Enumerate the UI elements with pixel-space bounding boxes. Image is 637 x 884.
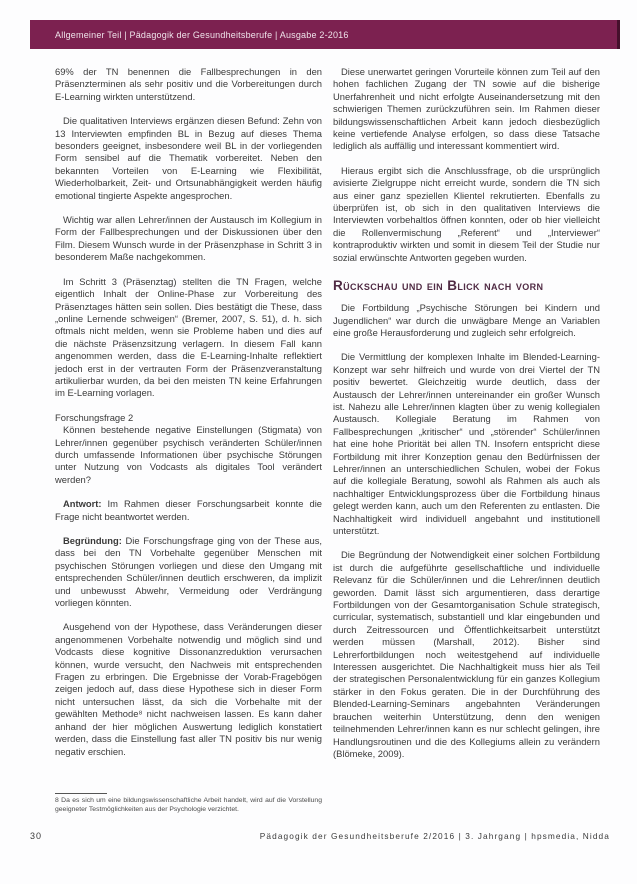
paragraph: Die qualitativen Interviews ergänzen diesen Befund: Zehn von 13 Interviewten empfinden BL in Bezug auf dieses Thema besonders geeignet, insbesondere weil BL in der vorliegenden Form sensibel auf die Thematik vorbereitet. Neben den bekannten Vorteilen von E-Learning wie Flexibilität, Wiederholbarkeit, Zeit- und Ortsunabhängigkeit werden häufig emotional tingierte Aspekte angesprochen. [55,115,322,201]
paragraph: Die Fortbildung „Psychische Störungen bei Kindern und Jugendlichen“ war durch die unwägbare Menge an Variablen eine große Herausforderung und zugleich sehr erfolgreich. [333,302,600,338]
page-number: 30 [30,831,43,841]
paragraph-research-question: Können bestehende negative Einstellungen (Stigmata) von Lehrer/innen gegenüber psychisch veränderten Schüler/innen durch umfassende Informationen über psychische Störungen unter Nutzung von Vodcasts als digitales Tool verändert werden? [55,424,322,485]
left-column [55,66,322,814]
page-footer [30,831,610,841]
antwort-label: Antwort: [63,498,102,510]
antwort-text: Im Rahmen dieser Forschungsarbeit konnte die Frage nicht beantwortet werden. [55,498,322,522]
journal-imprint-line: Pädagogik der Gesundheitsberufe 2/2016 | 3. Jahrgang | hpsmedia, Nidda [259,831,610,841]
footnote [55,793,322,814]
footnote-rule [55,793,107,794]
paragraph: Die Vermittlung der komplexen Inhalte im Blended-Learning-Konzept war sehr hilfreich und wurde von drei Viertel der TN positiv bewertet. Gleichzeitig wurde deutlich, dass der Austausch der Lehrer/innen untereinander ein großer Wunsch ist. Nahezu alle Lehrer/innen klagten über zu wenig kollegialen Austausch. Kollegiale Beratung im Rahmen von Fallbesprechungen „kritischer“ und „störender“ Schüler/innen hat eine hohe Priorität bei allen TN. Insofern entspricht diese Fortbildung mit ihrer Konzeption genau den Bedürfnissen der Lehrer/innen an unterschiedlichen Schulen, wobei der Fokus auf die kollegiale Beratung, sowohl als Rahmen als auch als nachhaltiger Entwicklungsprozess über die Fortbildung hinaus gelegt werden kann, auch um den Referenten zu entlasten. Die Nachhaltigkeit wird individuell angebahnt und institutionell unterstützt. [333,351,600,536]
running-head-text: Allgemeiner Teil | Pädagogik der Gesundheitsberufe | Ausgabe 2-2016 [55,29,349,40]
article-body [55,66,601,814]
paragraph: Ausgehend von der Hypothese, dass Veränderungen dieser angenommenen Vorbehalte notwendig und möglich sind und Vodcasts diese kognitive Dissonanzreduktion verursachen können, wurde versucht, den Nachweis mit entsprechenden Fragen zu erbringen. Die Ergebnisse der Vorab-Fragebögen zeigen jedoch auf, dass diese Hypothese sich in dieser Form nicht untersuchen lässt, da sich die Vorbehalte mit der gewählten Methode⁸ nicht nachweisen lassen. Es kann daher anhand der hier möglichen Auswertung lediglich konstatiert werden, dass die Einstellung fast aller TN positiv bis nur wenig negativ erschien. [55,621,322,757]
paragraph: 69% der TN benennen die Fallbesprechungen in den Präsenzterminen als sehr positiv und die Vorbereitungen durch E-Learning wirkten unterstützend. [55,66,322,102]
right-column [333,66,600,814]
paragraph: Die Begründung der Notwendigkeit einer solchen Fortbildung ist durch die aufgeführte gesellschaftliche und individuelle Relevanz für die Schüler/innen und die Lehrer/innen deutlich geworden. Damit lässt sich argumentieren, dass derartige Fortbildungen von der Gesamtorganisation Schule strategisch, curricular, systematisch, substantiell und klar eingebunden und durch Zeitressourcen und Öffentlichkeitsarbeit unterstützt werden müssen (Marshall, 2012). Bisher sind Lehrerfortbildungen noch weitestgehend auf individuelle Interessen ausgerichtet. Die Nachhaltigkeit muss hier als Teil der strategischen Personalentwicklung für ein ganzes Kollegium stärker in den Fokus geraten. Die in der Durchführung des Blended-Learning-Seminars angebahnten Veränderungen brauchen weiterhin Unterstützung, denn den wenigen teilnehmenden Lehrer/innen kann es nur schlecht gelingen, ihre Handlungsroutinen und die des Kollegiums allein zu verändern (Blömeke, 2009). [333,549,600,759]
paragraph-begruendung [55,535,322,609]
section-heading-rueckschau: Rückschau und ein Blick nach vorn [333,278,544,294]
paragraph: Im Schritt 3 (Präsenztag) stellten die TN Fragen, welche eigentlich Inhalt der Online-Phase zur Vorbereitung des Präsenztages hätten sein sollen. Dies bestätigt die These, dass „online Lernende schweigen“ (Bremer, 2007, S. 51), d. h. sich oftmals nicht melden, wenn sie Probleme haben und dies auf die nächste Präsenzsitzung verlagern. In diesem Fall kann angenommen werden, dass die E-Learning-Inhalte reflektiert jedoch erst in der vertrauten Form der Präsenzveranstaltung artikulierbar wurden, da bei den meisten TN keine Erfahrungen im E-Learning vorlagen. [55,275,322,399]
begruendung-text: Die Forschungsfrage ging von der These aus, dass bei den TN Vorbehalte gegenüber Menschen mit psychischen Störungen vorliegen und diese den Umgang mit entsprechenden Schüler/innen deutlich erschweren, da implizit und unbewusst Abwehr, Vermeidung oder Verdrängung vorliegen könnten. [55,535,323,609]
paragraph-antwort [55,498,322,523]
paragraph: Diese unerwartet geringen Vorurteile können zum Teil auf den hohen fachlichen Zugang der TN sowie auf die bisherige Unerfahrenheit und nicht erfolgte Auseinandersetzung mit den schwierigen Themen zurückzuführen sein. Im Rahmen dieser bildungswissenschaftlichen Arbeit kann jedoch diesbezüglich keine vertiefende Analyse erfolgen, so dass diese Tatsache lediglich als auffällig und interessant kommentiert wird. [333,66,600,152]
paragraph: Hieraus ergibt sich die Anschlussfrage, ob die ursprünglich avisierte Zielgruppe nicht erreicht wurde, sondern die TN sich aus einer ganz speziellen Klientel rekrutierten. Ebenfalls zu überprüfen ist, ob sich in den qualitativen Interviews die Interviewten vorbehaltlos öffnen konnten, oder ob hier vielleicht die Rollenvermischung „Referent“ und „Interviewer“ kontraproduktiv wirkten und somit in diesem Teil der Studie nur sozial erwünschte Antworten gegeben wurden. [333,164,600,263]
paragraph: Wichtig war allen Lehrer/innen der Austausch im Kollegium in Form der Fallbesprechungen und der Diskussionen über den Film. Diesem Wunsch wurde in der Präsenzphase in Schritt 3 in besonderem Maße nachgekommen. [55,214,322,263]
running-head-band [30,20,620,49]
footnote-text: 8 Da es sich um eine bildungswissenschaftliche Arbeit handelt, wird auf die Vorstellung geeigneter Testmöglichkeiten aus der Psychologie verzichtet. [55,797,322,813]
begruendung-label: Begründung: [63,535,122,546]
subheading-forschungsfrage-2: Forschungsfrage 2 [55,411,134,423]
